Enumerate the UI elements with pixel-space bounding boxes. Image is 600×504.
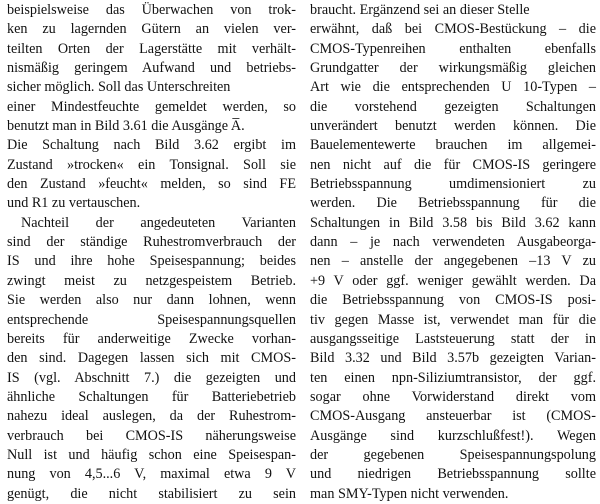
text-line: Schaltungen in Bild 3.58 bis Bild 3.62 kann [310,214,596,231]
text-line: die vorstehend gezeigten Schaltungen [310,98,596,115]
text-line: den Zustand »feucht« melden, so sind FE [7,176,296,193]
text-line: bereits für anderweitige Zwecke vorhan- [7,330,296,347]
text-line: Nachteil der angedeuteten Varianten [21,214,296,231]
text-line: sicher möglich. Soll das Unterschreiten [7,79,231,96]
text-column-left [7,1,296,504]
text-line: erwähnt, daß bei CMOS-Bestückung – die [310,21,596,38]
text-line: die Betriebsspannung von CMOS-IS posi- [310,292,596,309]
text-line: Sie werden also nur dann lohnen, wenn [7,292,296,309]
text-line: CMOS-Typenreihen enthalten ebenfalls [310,40,596,57]
text-line: den sind. Dagegen lassen sich mit CMOS- [7,350,296,367]
text-line: verbrauch bei CMOS-IS näherungsweise [7,427,296,444]
text-line: nen – anstelle der angegebenen –13 V zu [310,253,596,270]
text-line: und R1 zu vertauschen. [7,195,141,212]
text-line: beispielsweise das Überwachen von trok- [7,2,296,18]
text-line: entsprechende Speisespannungsquellen [7,311,296,328]
text-line: ken zu lagernden Gütern an vielen ver- [7,21,296,38]
text-line: Zustand »trocken« ein Tonsignal. Soll sie [7,156,296,173]
text-line: ähnliche Schaltungen für Batteriebetrieb [7,388,296,405]
text-line: Art wie die entsprechenden U 10-Typen – [310,79,596,96]
text-line: einer Mindestfeuchte gemeldet werden, so [7,98,296,115]
text-line: und niedrigen Betriebsspannung sollte [310,466,596,483]
text-line: dann – je nach verwendeten Ausgabeorga- [310,234,596,251]
text-line: nismäßig geringem Aufwand und betriebs- [7,60,296,77]
text-line: sind der ständige Ruhestromverbrauch der [7,234,296,251]
text-line: nahezu ideal auslegen, da der Ruhestrom- [7,408,296,425]
text-line: Die Schaltung nach Bild 3.62 ergibt im [7,137,296,154]
text-column-right [310,1,596,504]
text-line: teilten Orten der Lagerstätte mit verhält- [7,40,296,57]
text-line: Null ist und häufig schon eine Speisespan- [7,446,296,463]
text-line: nen nicht auf die für CMOS-IS geringere [310,156,596,173]
text-line: CMOS-Ausgang ansteuerbar ist (CMOS- [310,408,596,425]
text-line: benutzt man in Bild 3.61 die Ausgänge A̅. [7,118,245,135]
text-line: Bild 3.32 und Bild 3.57b gezeigten Varian- [310,350,596,367]
text-line: braucht. Ergänzend sei an dieser Stelle [310,2,530,18]
text-line: IS (vgl. Abschnitt 7.) die gezeigten und [7,369,296,386]
text-line: ten einen npn-Siliziumtransistor, der ggf. [310,369,596,386]
text-line: IS und ihre hohe Speisespannung; beides [7,253,296,270]
text-line: unverändert benutzt werden können. Die [310,118,596,135]
text-line: Betriebsspannung umdimensioniert zu [310,176,596,193]
text-line: zwingt meist zu netzgespeistem Betrieb. [7,272,296,289]
text-line: Bauelementewerte brauchen im allgemei- [310,137,596,154]
text-line: tiv gegen Masse ist, verwendet man für die [310,311,596,328]
text-line: +9 V oder ggf. weniger gewählt werden. Da [310,272,596,289]
text-line: Grundgatter der wirkungsmäßig gleichen [310,60,596,77]
text-line: der gegebenen Speisespannungspolung [310,446,596,463]
text-line: Ausgänge sind kurzschlußfest!). Wegen [310,427,596,444]
text-line: ausgangsseitige Laststeuerung statt der in [310,330,596,347]
text-line: werden. Die Betriebsspannung für die [310,195,596,212]
text-line: sogar ohne Vorwiderstand direkt vom [310,388,596,405]
text-line: nung von 4,5...6 V, maximal etwa 9 V [7,466,296,483]
text-line: man SMY-Typen nicht verwenden. [310,485,509,502]
text-line: genügt, die nicht stabilisiert zu sein [7,485,296,502]
